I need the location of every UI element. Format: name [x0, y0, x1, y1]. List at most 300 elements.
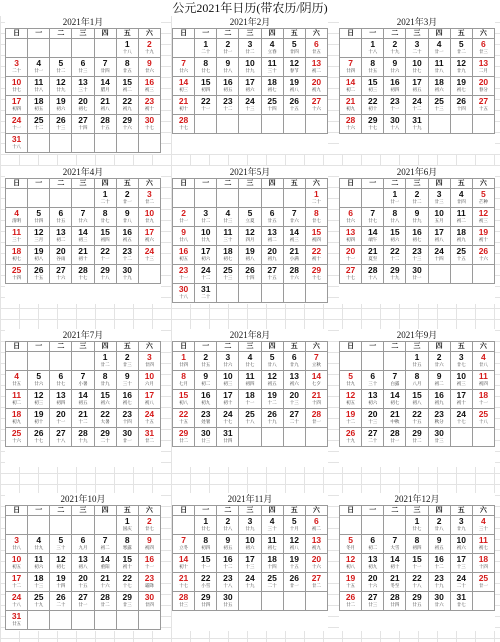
lunar-date: 八月 [406, 381, 428, 390]
solar-date: 28 [94, 115, 116, 126]
lunar-date: 廿三 [428, 438, 450, 447]
lunar-date: 廿五 [6, 381, 28, 390]
solar-date: 1 [406, 352, 428, 363]
empty-cell [362, 516, 384, 527]
solar-date: 14 [173, 554, 195, 565]
lunar-date: 廿二 [94, 602, 116, 611]
solar-date: 29 [305, 265, 327, 276]
solar-date-row [173, 189, 328, 200]
solar-date: 16 [428, 554, 450, 565]
empty-cell [362, 362, 384, 371]
empty-cell [94, 134, 116, 145]
lunar-date: 初二 [94, 545, 116, 554]
lunar-date: 十五 [72, 583, 94, 592]
solar-date: 8 [305, 208, 327, 219]
solar-date: 22 [116, 96, 138, 107]
weekday-header: 三 [239, 342, 261, 352]
weekday-header: 一 [195, 179, 217, 189]
empty-cell [195, 115, 217, 126]
lunar-date: 初十 [217, 400, 239, 409]
empty-cell [305, 294, 327, 303]
solar-date: 10 [406, 58, 428, 69]
solar-date: 9 [138, 58, 160, 69]
lunar-date: 秋分 [428, 419, 450, 428]
weekday-header: 五 [116, 29, 138, 39]
solar-date: 11 [6, 390, 28, 401]
lunar-date: 初八 [340, 564, 362, 573]
weekday-header: 一 [362, 179, 384, 189]
lunar-date: 芒种 [472, 199, 494, 208]
empty-cell [195, 189, 217, 200]
solar-date: 23 [384, 96, 406, 107]
solar-date: 5 [50, 58, 72, 69]
solar-date-row [340, 371, 495, 382]
solar-date: 6 [362, 535, 384, 546]
lunar-date: 端午 [362, 237, 384, 246]
lunar-date: 十一 [384, 106, 406, 115]
lunar-date-row [340, 199, 495, 208]
solar-date: 1 [195, 39, 217, 50]
lunar-date: 廿二 [239, 49, 261, 58]
lunar-date-row [6, 381, 161, 390]
empty-cell [6, 39, 28, 50]
weekday-header: 五 [283, 29, 305, 39]
lunar-date-row [340, 583, 495, 592]
lunar-date: 廿五 [406, 362, 428, 371]
empty-cell [6, 49, 28, 58]
lunar-date: 廿四 [173, 362, 195, 371]
lunar-date: 廿七 [450, 362, 472, 371]
lunar-date: 三十 [261, 68, 283, 77]
empty-cell [472, 275, 494, 284]
solar-date: 5 [340, 371, 362, 382]
solar-date: 12 [340, 554, 362, 565]
solar-date: 23 [116, 409, 138, 420]
solar-date: 1 [305, 189, 327, 200]
solar-date: 28 [305, 409, 327, 420]
lunar-date: 廿六 [173, 68, 195, 77]
empty-cell [173, 199, 195, 208]
lunar-date: 廿一 [428, 49, 450, 58]
solar-date-row [173, 573, 328, 584]
lunar-date: 十一 [195, 106, 217, 115]
solar-date: 25 [217, 265, 239, 276]
lunar-date: 廿二 [50, 68, 72, 77]
solar-date: 28 [94, 592, 116, 603]
lunar-date-row [173, 68, 328, 77]
weekday-header: 三 [239, 29, 261, 39]
lunar-date: 廿二 [340, 602, 362, 611]
empty-cell [72, 189, 94, 200]
solar-date: 3 [217, 352, 239, 363]
weekday-header-row [173, 29, 328, 39]
solar-date: 4 [239, 352, 261, 363]
month-grid [5, 505, 161, 630]
lunar-date-row [340, 381, 495, 390]
solar-date: 9 [428, 371, 450, 382]
empty-cell [239, 294, 261, 303]
weekday-header: 四 [94, 29, 116, 39]
solar-date: 13 [362, 390, 384, 401]
lunar-date: 二十 [50, 602, 72, 611]
month-title: 2021年1月 [62, 17, 104, 27]
lunar-date: 清明 [6, 218, 28, 227]
solar-date: 18 [428, 77, 450, 88]
month-block [172, 166, 328, 304]
lunar-date: 十七 [217, 419, 239, 428]
weekday-header: 日 [340, 506, 362, 516]
solar-date: 26 [340, 428, 362, 439]
solar-date: 11 [28, 554, 50, 565]
lunar-date-row [173, 106, 328, 115]
month-block [5, 493, 161, 631]
solar-date: 1 [384, 189, 406, 200]
solar-date-row [6, 227, 161, 238]
solar-date: 22 [384, 246, 406, 257]
solar-date: 9 [173, 227, 195, 238]
solar-date: 24 [195, 265, 217, 276]
lunar-date: 初六 [50, 106, 72, 115]
empty-cell [217, 284, 239, 295]
empty-cell [195, 125, 217, 134]
lunar-date: 十一 [6, 125, 28, 134]
empty-cell [283, 199, 305, 208]
lunar-date: 十六 [472, 256, 494, 265]
lunar-date: 廿九 [94, 381, 116, 390]
empty-cell [428, 125, 450, 134]
empty-cell [6, 189, 28, 200]
empty-cell [261, 115, 283, 126]
weekday-header: 三 [406, 342, 428, 352]
solar-date-row [6, 516, 161, 527]
solar-date-row [340, 246, 495, 257]
solar-date: 9 [384, 58, 406, 69]
lunar-date: 廿九 [239, 526, 261, 535]
empty-cell [28, 134, 50, 145]
lunar-date: 十三 [50, 125, 72, 134]
solar-date-row [6, 428, 161, 439]
empty-cell [28, 39, 50, 50]
empty-cell [340, 516, 362, 527]
solar-date: 9 [428, 535, 450, 546]
solar-date: 8 [116, 535, 138, 546]
solar-date: 12 [28, 227, 50, 238]
solar-date: 16 [116, 227, 138, 238]
weekday-header: 四 [94, 342, 116, 352]
lunar-date: 三十 [217, 237, 239, 246]
lunar-date: 廿九 [239, 68, 261, 77]
lunar-date: 三十 [116, 381, 138, 390]
solar-date: 25 [6, 428, 28, 439]
solar-date: 17 [195, 246, 217, 257]
lunar-date: 二十 [305, 199, 327, 208]
lunar-date: 十六 [362, 583, 384, 592]
solar-date: 17 [6, 573, 28, 584]
lunar-date: 廿六 [384, 68, 406, 77]
lunar-date: 廿四 [138, 362, 160, 371]
lunar-date: 十八 [50, 438, 72, 447]
solar-date: 27 [362, 592, 384, 603]
solar-date: 5 [239, 208, 261, 219]
empty-cell [472, 438, 494, 447]
solar-date-row [173, 352, 328, 363]
lunar-date: 十二 [406, 106, 428, 115]
solar-date: 16 [195, 390, 217, 401]
lunar-date: 廿五 [50, 218, 72, 227]
lunar-date: 初六 [428, 87, 450, 96]
lunar-date: 十四 [239, 275, 261, 284]
solar-date-row [340, 516, 495, 527]
lunar-date: 十五 [340, 583, 362, 592]
lunar-date: 初四 [472, 381, 494, 390]
solar-date: 23 [406, 246, 428, 257]
solar-date-row [173, 390, 328, 401]
solar-date: 14 [384, 554, 406, 565]
lunar-date: 十三 [217, 275, 239, 284]
solar-date-row [173, 265, 328, 276]
lunar-date: 十六 [6, 438, 28, 447]
empty-cell [72, 352, 94, 363]
solar-date: 15 [94, 227, 116, 238]
weekday-header: 六 [305, 179, 327, 189]
solar-date: 25 [261, 573, 283, 584]
empty-cell [239, 592, 261, 603]
empty-cell [28, 621, 50, 630]
lunar-date: 初五 [261, 381, 283, 390]
month-title: 2021年11月 [227, 494, 273, 504]
lunar-date: 廿六 [28, 381, 50, 390]
solar-date: 2 [217, 39, 239, 50]
solar-date: 6 [50, 371, 72, 382]
lunar-date-row [6, 438, 161, 447]
solar-date: 25 [450, 246, 472, 257]
solar-date-row [6, 409, 161, 420]
lunar-date: 初四 [50, 400, 72, 409]
empty-cell [305, 438, 327, 447]
solar-date: 23 [217, 96, 239, 107]
lunar-date-row [340, 419, 495, 428]
lunar-date: 十四 [6, 275, 28, 284]
solar-date: 24 [138, 409, 160, 420]
empty-cell [173, 526, 195, 535]
solar-date-row [6, 352, 161, 363]
weekday-header-row [340, 506, 495, 516]
solar-date: 3 [406, 39, 428, 50]
lunar-date-row [173, 583, 328, 592]
solar-date: 16 [217, 77, 239, 88]
solar-date: 3 [6, 535, 28, 546]
solar-date: 30 [428, 592, 450, 603]
lunar-date: 初九 [305, 87, 327, 96]
lunar-date: 十九 [116, 275, 138, 284]
lunar-date: 十七 [173, 583, 195, 592]
empty-cell [50, 516, 72, 527]
solar-date: 13 [472, 58, 494, 69]
lunar-date: 廿五 [116, 68, 138, 77]
weekday-header: 六 [472, 29, 494, 39]
month-grid [5, 178, 161, 284]
lunar-date: 廿七 [406, 526, 428, 535]
lunar-date: 廿一 [116, 438, 138, 447]
lunar-date: 十四 [428, 256, 450, 265]
lunar-date: 廿五 [362, 68, 384, 77]
solar-date: 26 [283, 573, 305, 584]
solar-date: 19 [239, 246, 261, 257]
lunar-date: 初七 [406, 237, 428, 246]
solar-date: 21 [72, 409, 94, 420]
weekday-header: 五 [116, 342, 138, 352]
weekday-header: 日 [173, 29, 195, 39]
weekday-header: 二 [217, 342, 239, 352]
lunar-date: 初二 [50, 237, 72, 246]
lunar-date: 廿二 [94, 362, 116, 371]
solar-date: 13 [50, 390, 72, 401]
solar-date: 17 [217, 390, 239, 401]
solar-date-row [6, 58, 161, 69]
solar-date: 8 [94, 208, 116, 219]
lunar-date: 廿一 [217, 49, 239, 58]
solar-date: 26 [28, 265, 50, 276]
solar-date: 2 [195, 352, 217, 363]
lunar-date: 小满 [283, 256, 305, 265]
lunar-date: 初九 [195, 400, 217, 409]
solar-date: 20 [261, 246, 283, 257]
lunar-date: 初十 [173, 106, 195, 115]
lunar-date-row [173, 545, 328, 554]
lunar-date: 十三 [283, 400, 305, 409]
weekday-header: 三 [72, 342, 94, 352]
lunar-date: 十二 [72, 419, 94, 428]
solar-date: 21 [283, 246, 305, 257]
empty-cell [239, 115, 261, 126]
solar-date-row [340, 592, 495, 603]
lunar-date: 廿四 [94, 68, 116, 77]
solar-date: 10 [6, 77, 28, 88]
solar-date: 9 [217, 58, 239, 69]
lunar-date: 三十 [472, 526, 494, 535]
empty-cell [261, 125, 283, 134]
lunar-date: 初二 [6, 400, 28, 409]
lunar-date: 十二 [6, 583, 28, 592]
lunar-date: 十五 [28, 275, 50, 284]
lunar-date-row [173, 294, 328, 303]
solar-date-row [6, 115, 161, 126]
lunar-date: 冬至 [384, 583, 406, 592]
empty-cell [72, 621, 94, 630]
empty-cell [138, 144, 160, 153]
lunar-date: 廿二 [305, 583, 327, 592]
lunar-date: 十八 [217, 583, 239, 592]
lunar-date: 十三 [138, 256, 160, 265]
lunar-date: 初九 [261, 256, 283, 265]
empty-cell [72, 144, 94, 153]
lunar-date: 春分 [472, 87, 494, 96]
lunar-date: 大雪 [384, 545, 406, 554]
solar-date-row [340, 573, 495, 584]
solar-date: 4 [6, 208, 28, 219]
empty-cell [362, 352, 384, 363]
page-title: 公元2021年日历(带农历/阴历) [0, 0, 500, 16]
weekday-header: 五 [450, 29, 472, 39]
solar-date: 18 [261, 554, 283, 565]
solar-date: 15 [116, 554, 138, 565]
lunar-date: 廿六 [72, 218, 94, 227]
solar-date-row [6, 134, 161, 145]
solar-date: 31 [138, 428, 160, 439]
solar-date: 14 [283, 227, 305, 238]
lunar-date: 十七 [116, 583, 138, 592]
solar-date: 6 [261, 208, 283, 219]
weekday-header: 四 [94, 179, 116, 189]
solar-date: 7 [384, 535, 406, 546]
weekday-header: 二 [384, 29, 406, 39]
weekday-header: 六 [305, 506, 327, 516]
lunar-date: 初五 [116, 237, 138, 246]
lunar-date: 十三 [239, 564, 261, 573]
solar-date: 2 [138, 516, 160, 527]
solar-date-row [340, 409, 495, 420]
solar-date: 17 [406, 77, 428, 88]
solar-date: 30 [406, 265, 428, 276]
solar-date: 2 [406, 189, 428, 200]
lunar-date: 廿三 [217, 218, 239, 227]
lunar-date: 十三 [239, 106, 261, 115]
solar-date: 20 [472, 77, 494, 88]
lunar-date: 廿六 [428, 362, 450, 371]
solar-date: 12 [340, 390, 362, 401]
lunar-date: 二月 [472, 68, 494, 77]
lunar-date: 廿五 [6, 621, 28, 630]
solar-date: 13 [340, 227, 362, 238]
solar-date: 26 [283, 96, 305, 107]
solar-date: 21 [384, 573, 406, 584]
lunar-date: 十九 [406, 125, 428, 134]
solar-date: 19 [450, 77, 472, 88]
lunar-date: 初五 [72, 400, 94, 409]
lunar-date: 十九 [28, 602, 50, 611]
solar-date: 15 [305, 227, 327, 238]
solar-date: 5 [450, 39, 472, 50]
lunar-date-row [340, 438, 495, 447]
empty-cell [138, 134, 160, 145]
empty-cell [472, 265, 494, 276]
solar-date: 20 [50, 409, 72, 420]
weekday-header: 四 [261, 29, 283, 39]
empty-cell [72, 526, 94, 535]
solar-date: 9 [195, 371, 217, 382]
empty-cell [50, 144, 72, 153]
solar-date: 24 [239, 573, 261, 584]
solar-date: 14 [384, 390, 406, 401]
solar-date: 20 [72, 96, 94, 107]
solar-date: 21 [94, 573, 116, 584]
lunar-date: 十五 [94, 125, 116, 134]
month-block [5, 16, 161, 154]
solar-date: 18 [239, 390, 261, 401]
empty-cell [384, 352, 406, 363]
solar-date: 22 [116, 573, 138, 584]
empty-cell [217, 294, 239, 303]
lunar-date: 初六 [239, 545, 261, 554]
lunar-date: 初八 [28, 256, 50, 265]
solar-date: 8 [406, 371, 428, 382]
empty-cell [261, 294, 283, 303]
lunar-date: 初六 [138, 237, 160, 246]
weekday-header: 六 [138, 506, 160, 516]
solar-date: 19 [472, 227, 494, 238]
empty-cell [28, 49, 50, 58]
lunar-date: 十二 [217, 564, 239, 573]
